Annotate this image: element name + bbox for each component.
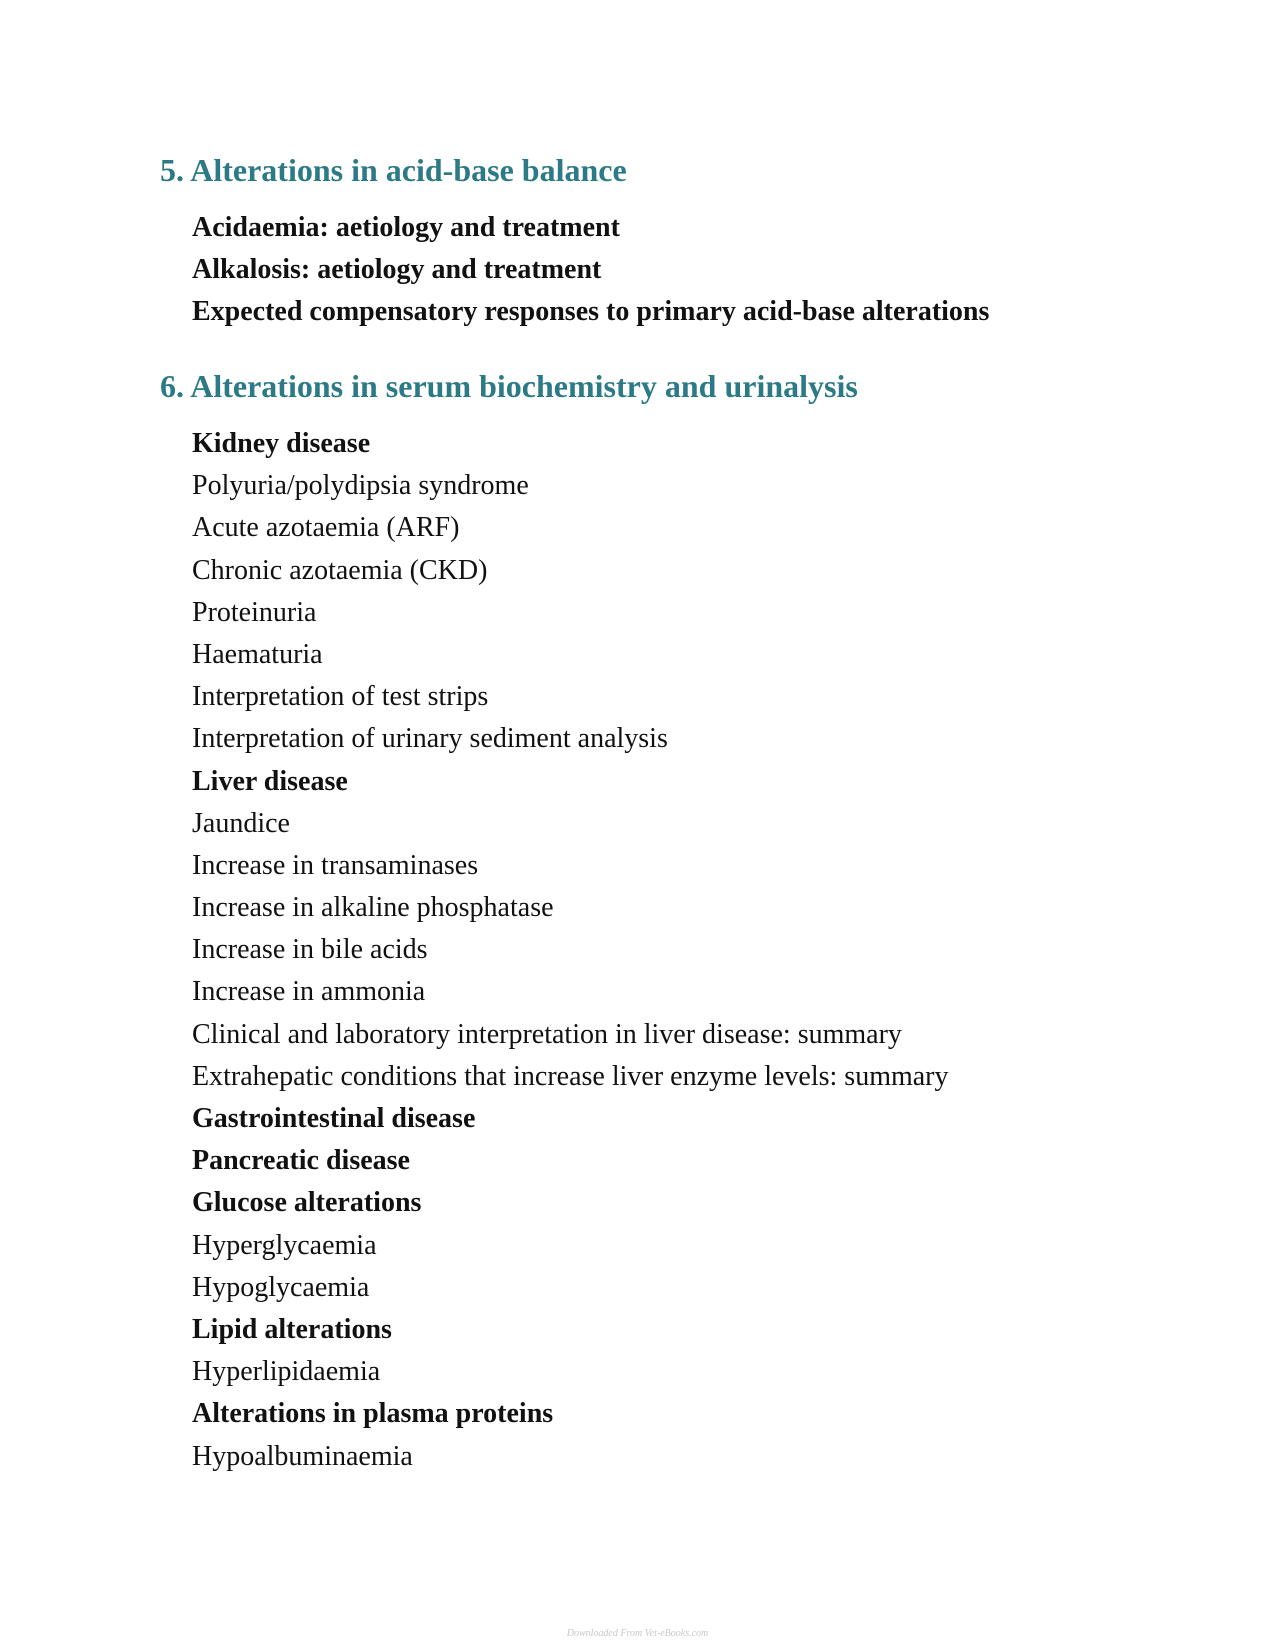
list-item: Extrahepatic conditions that increase liver enzyme levels: summary — [192, 1060, 949, 1092]
list-item: Acute azotaemia (ARF) — [192, 512, 460, 544]
list-item: Hyperglycaemia — [192, 1229, 377, 1261]
list-item: Increase in transaminases — [192, 849, 479, 881]
list-item: Kidney disease — [192, 428, 371, 459]
section-heading-biochemistry: 6. Alterations in serum biochemistry and urinalysis — [160, 368, 858, 404]
list-item: Interpretation of urinary sediment analysis — [192, 723, 668, 755]
list-item: Haematuria — [192, 638, 323, 670]
list-item: Polyuria/polydipsia syndrome — [192, 470, 529, 502]
list-item: Increase in bile acids — [192, 934, 428, 966]
list-item: Acidaemia: aetiology and treatment — [192, 212, 620, 243]
list-item: Increase in ammonia — [192, 976, 426, 1008]
section-heading-acid-base: 5. Alterations in acid-base balance — [160, 152, 627, 188]
section-list-acid-base — [192, 207, 989, 334]
list-item: Alterations in plasma proteins — [192, 1398, 554, 1430]
list-item: Hyperlipidaemia — [192, 1356, 381, 1388]
list-item: Gastrointestinal disease — [192, 1103, 476, 1134]
list-item: Clinical and laboratory interpretation in liver disease: summary — [192, 1018, 902, 1050]
list-item: Jaundice — [192, 807, 290, 839]
list-item: Chronic azotaemia (CKD) — [192, 554, 488, 586]
list-item: Hypoalbuminaemia — [192, 1440, 413, 1472]
list-item: Increase in alkaline phosphatase — [192, 892, 554, 924]
list-item: Pancreatic disease — [192, 1145, 410, 1177]
list-item: Glucose alterations — [192, 1187, 422, 1219]
section-list-biochemistry — [192, 423, 949, 1478]
list-item: Alkalosis: aetiology and treatment — [192, 254, 602, 286]
list-item: Liver disease — [192, 765, 348, 797]
list-item: Proteinuria — [192, 596, 317, 628]
list-item: Expected compensatory responses to primary acid-base alterations — [192, 296, 990, 328]
footer-watermark: Downloaded From Vet-eBooks.com — [566, 1628, 709, 1639]
list-item: Hypoglycaemia — [192, 1271, 370, 1303]
list-item: Lipid alterations — [192, 1313, 392, 1345]
list-item: Interpretation of test strips — [192, 681, 489, 713]
